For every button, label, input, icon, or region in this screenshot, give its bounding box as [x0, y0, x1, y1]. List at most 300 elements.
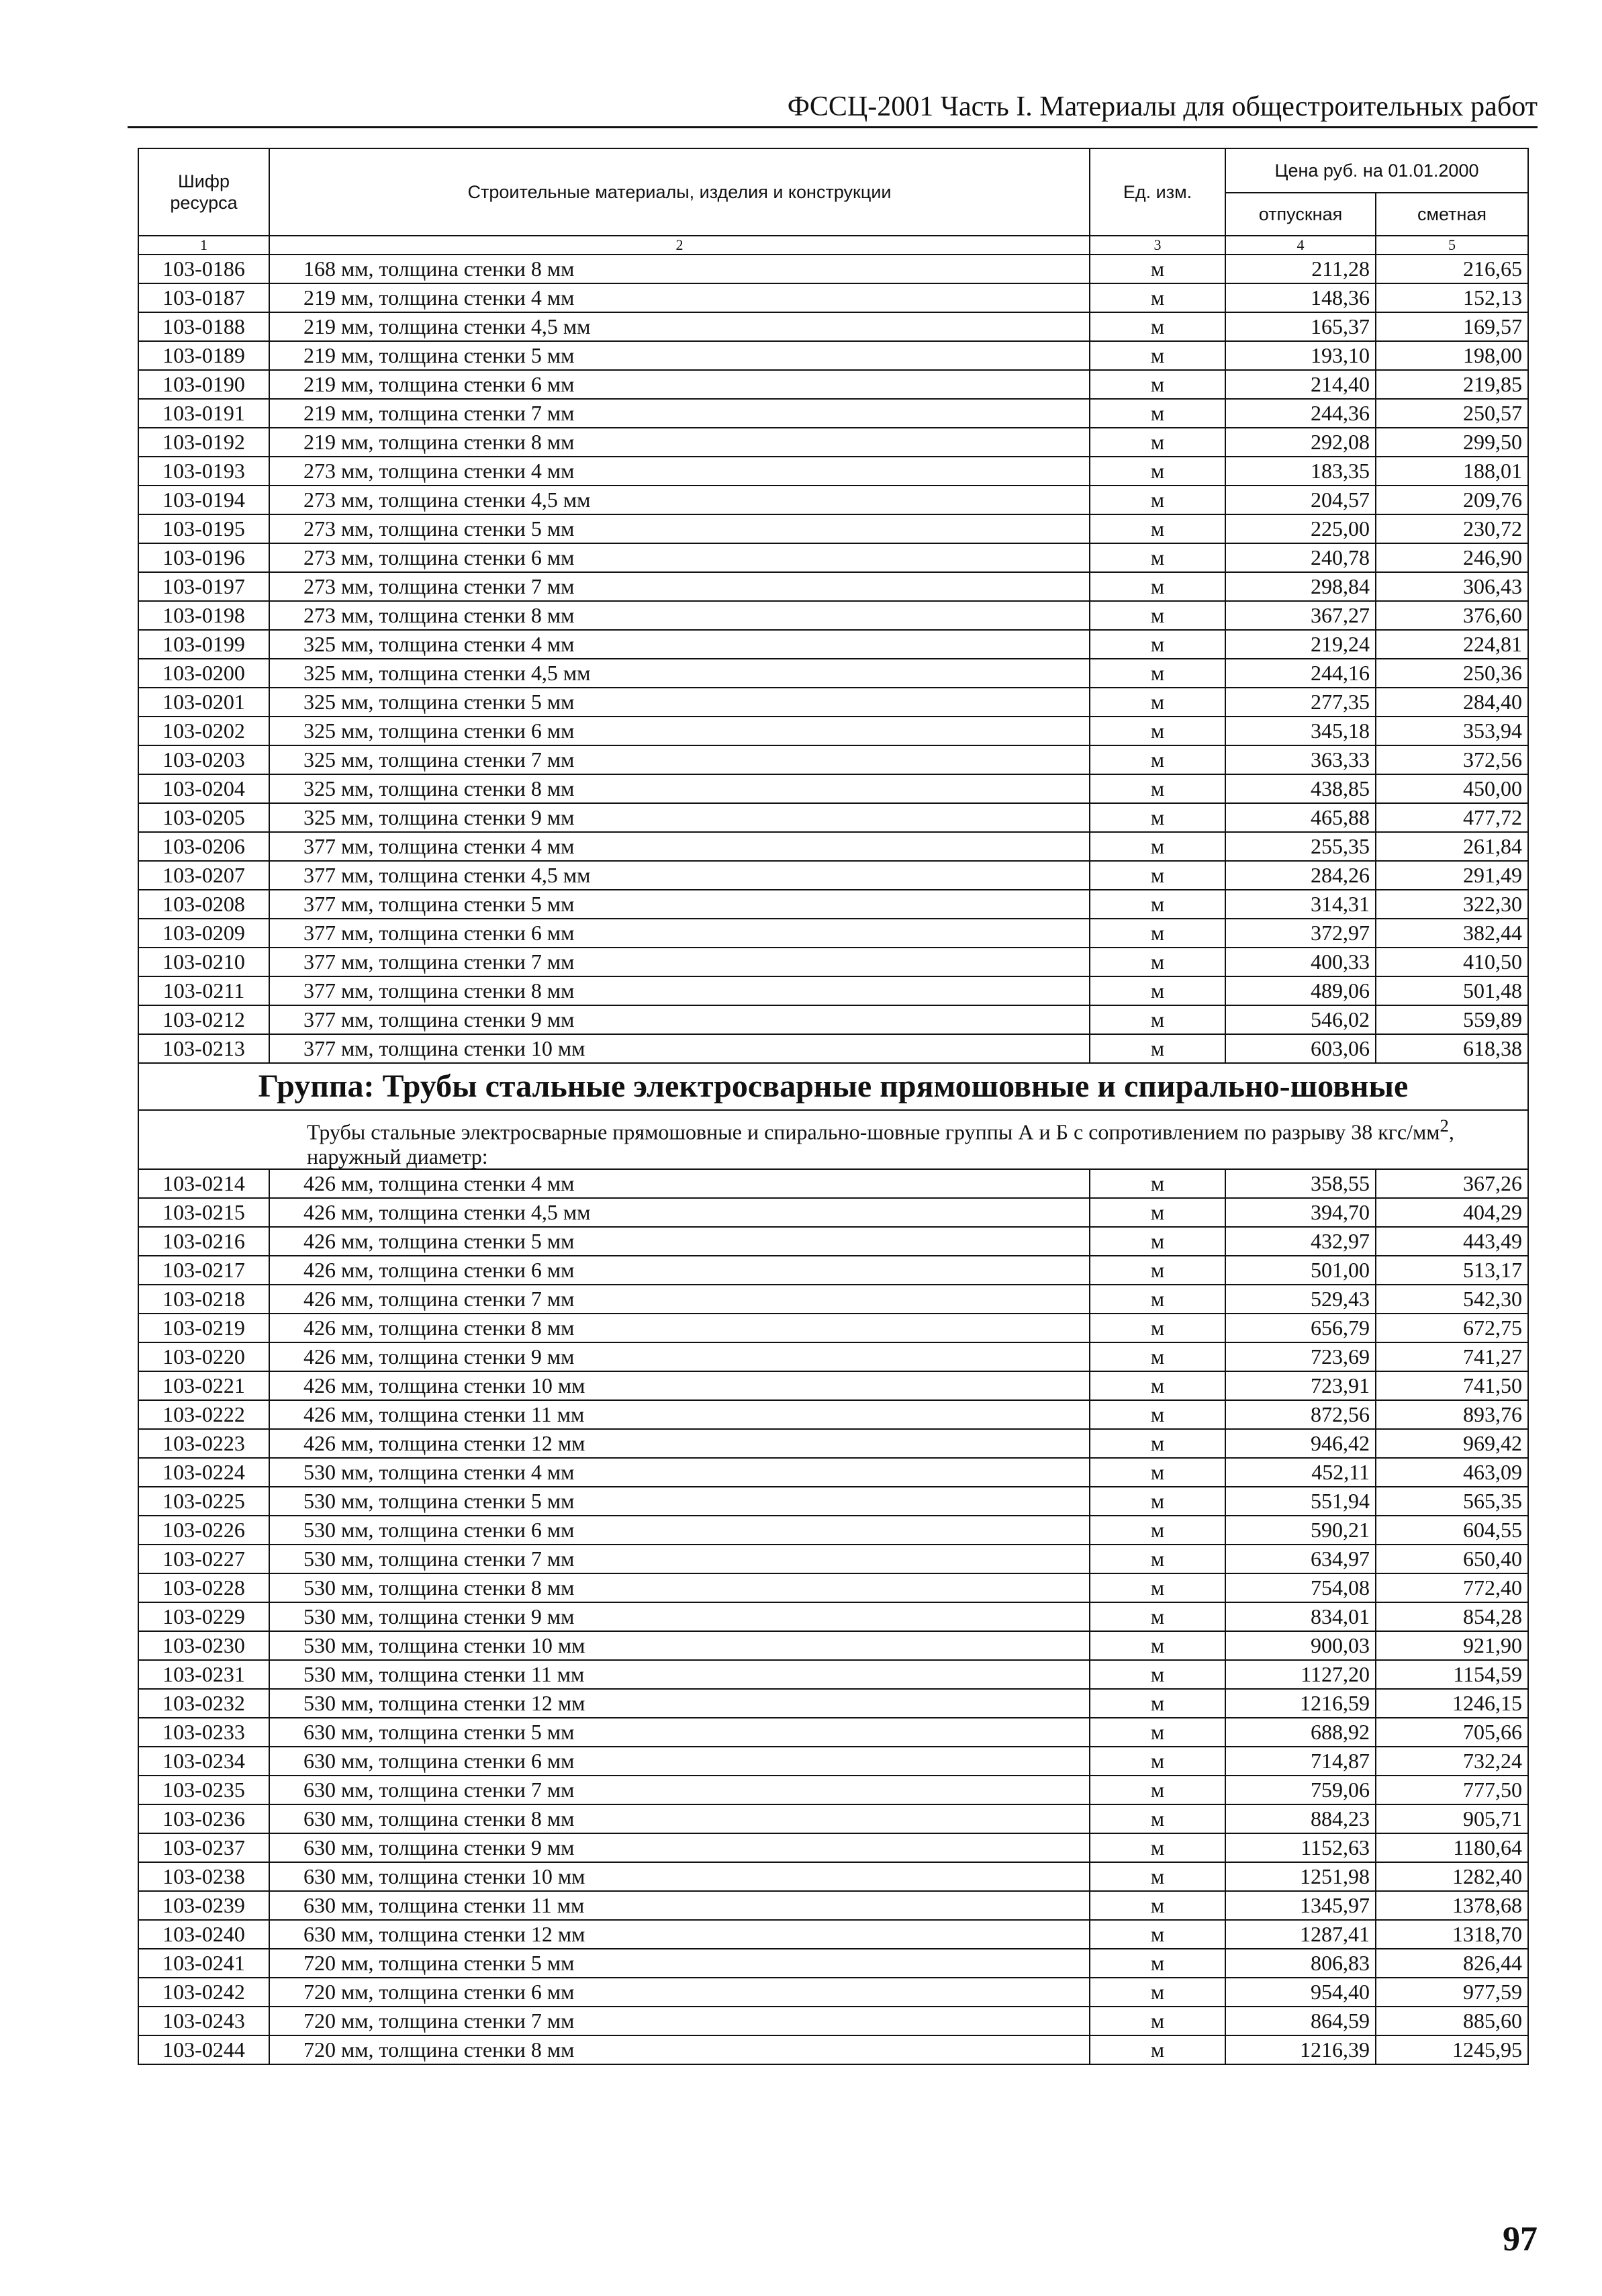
table-row [138, 1169, 1528, 1198]
estimate-price-cell: 705,66 [1376, 1718, 1528, 1747]
resource-code-cell: 103-0201 [138, 688, 269, 717]
resource-code-cell: 103-0222 [138, 1400, 269, 1429]
unit-cell: м [1090, 1833, 1225, 1862]
unit-cell: м [1090, 2007, 1225, 2035]
release-price-cell: 900,03 [1225, 1631, 1376, 1660]
material-name-cell: 273 мм, толщина стенки 4,5 мм [269, 486, 1090, 514]
material-name-cell: 168 мм, толщина стенки 8 мм [269, 255, 1090, 283]
estimate-price-cell: 169,57 [1376, 312, 1528, 341]
material-name-cell: 377 мм, толщина стенки 9 мм [269, 1005, 1090, 1034]
material-name-cell: 630 мм, толщина стенки 11 мм [269, 1891, 1090, 1920]
resource-code-cell: 103-0204 [138, 774, 269, 803]
resource-code-cell: 103-0206 [138, 832, 269, 861]
unit-cell: м [1090, 1949, 1225, 1978]
table-row [138, 1718, 1528, 1747]
estimate-price-cell: 261,84 [1376, 832, 1528, 861]
estimate-price-cell: 224,81 [1376, 630, 1528, 659]
table-row [138, 1371, 1528, 1400]
unit-cell: м [1090, 688, 1225, 717]
table-row [138, 457, 1528, 486]
material-name-cell: 630 мм, толщина стенки 6 мм [269, 1747, 1090, 1776]
resource-code-cell: 103-0234 [138, 1747, 269, 1776]
table-row [138, 659, 1528, 688]
table-row [138, 2007, 1528, 2035]
resource-code-cell: 103-0224 [138, 1458, 269, 1487]
release-price-cell: 754,08 [1225, 1573, 1376, 1602]
resource-code-cell: 103-0187 [138, 283, 269, 312]
unit-cell: м [1090, 1545, 1225, 1573]
unit-cell: м [1090, 1169, 1225, 1198]
material-name-cell: 377 мм, толщина стенки 6 мм [269, 919, 1090, 948]
estimate-price-cell: 893,76 [1376, 1400, 1528, 1429]
resource-code-cell: 103-0220 [138, 1342, 269, 1371]
table-row [138, 1314, 1528, 1342]
unit-cell: м [1090, 399, 1225, 428]
material-name-cell: 426 мм, толщина стенки 4,5 мм [269, 1198, 1090, 1227]
release-price-cell: 1127,20 [1225, 1660, 1376, 1689]
resource-code-cell: 103-0200 [138, 659, 269, 688]
release-price-cell: 148,36 [1225, 283, 1376, 312]
material-name-cell: 630 мм, толщина стенки 10 мм [269, 1862, 1090, 1891]
table-row [138, 1198, 1528, 1227]
unit-cell: м [1090, 1034, 1225, 1063]
estimate-price-cell: 618,38 [1376, 1034, 1528, 1063]
material-name-cell: 273 мм, толщина стенки 4 мм [269, 457, 1090, 486]
estimate-price-cell: 826,44 [1376, 1949, 1528, 1978]
material-name-cell: 530 мм, толщина стенки 11 мм [269, 1660, 1090, 1689]
estimate-price-cell: 219,85 [1376, 370, 1528, 399]
estimate-price-cell: 246,90 [1376, 543, 1528, 572]
table-row [138, 1602, 1528, 1631]
table-row [138, 514, 1528, 543]
table-row [138, 341, 1528, 370]
release-price-cell: 372,97 [1225, 919, 1376, 948]
release-price-cell: 634,97 [1225, 1545, 1376, 1573]
price-table [138, 148, 1529, 2065]
table-row [138, 572, 1528, 601]
column-number: 3 [1090, 236, 1225, 255]
unit-cell: м [1090, 1978, 1225, 2007]
unit-cell: м [1090, 312, 1225, 341]
estimate-price-cell: 604,55 [1376, 1516, 1528, 1545]
estimate-price-cell: 741,50 [1376, 1371, 1528, 1400]
resource-code-cell: 103-0203 [138, 745, 269, 774]
resource-code-cell: 103-0213 [138, 1034, 269, 1063]
unit-cell: м [1090, 2035, 1225, 2064]
unit-cell: м [1090, 1005, 1225, 1034]
unit-cell: м [1090, 861, 1225, 890]
material-name-cell: 426 мм, толщина стенки 5 мм [269, 1227, 1090, 1256]
release-price-cell: 452,11 [1225, 1458, 1376, 1487]
rows-after-group [138, 1169, 1528, 2064]
release-price-cell: 529,43 [1225, 1285, 1376, 1314]
estimate-price-cell: 977,59 [1376, 1978, 1528, 2007]
estimate-price-cell: 404,29 [1376, 1198, 1528, 1227]
release-price-cell: 284,26 [1225, 861, 1376, 890]
unit-cell: м [1090, 890, 1225, 919]
release-price-cell: 345,18 [1225, 717, 1376, 745]
resource-code-cell: 103-0188 [138, 312, 269, 341]
release-price-cell: 394,70 [1225, 1198, 1376, 1227]
header-name: Строительные материалы, изделия и конструкции [269, 148, 1090, 236]
resource-code-cell: 103-0241 [138, 1949, 269, 1978]
release-price-cell: 603,06 [1225, 1034, 1376, 1063]
group-description-text: Трубы стальные электросварные прямошовные и спирально-шовные группы А и Б с сопротивлением по разрыву 38 кгс/мм [307, 1119, 1440, 1144]
release-price-cell: 314,31 [1225, 890, 1376, 919]
unit-cell: м [1090, 1314, 1225, 1342]
column-number: 5 [1376, 236, 1528, 255]
release-price-cell: 1345,97 [1225, 1891, 1376, 1920]
material-name-cell: 530 мм, толщина стенки 9 мм [269, 1602, 1090, 1631]
estimate-price-cell: 230,72 [1376, 514, 1528, 543]
resource-code-cell: 103-0197 [138, 572, 269, 601]
table-row [138, 774, 1528, 803]
material-name-cell: 426 мм, толщина стенки 4 мм [269, 1169, 1090, 1198]
material-name-cell: 426 мм, толщина стенки 9 мм [269, 1342, 1090, 1371]
rows-before-group [138, 255, 1528, 1063]
release-price-cell: 240,78 [1225, 543, 1376, 572]
table-row [138, 283, 1528, 312]
release-price-cell: 864,59 [1225, 2007, 1376, 2035]
resource-code-cell: 103-0244 [138, 2035, 269, 2064]
estimate-price-cell: 559,89 [1376, 1005, 1528, 1034]
resource-code-cell: 103-0243 [138, 2007, 269, 2035]
resource-code-cell: 103-0190 [138, 370, 269, 399]
table-row [138, 832, 1528, 861]
estimate-price-cell: 777,50 [1376, 1776, 1528, 1804]
release-price-cell: 590,21 [1225, 1516, 1376, 1545]
release-price-cell: 489,06 [1225, 976, 1376, 1005]
unit-cell: м [1090, 630, 1225, 659]
resource-code-cell: 103-0192 [138, 428, 269, 457]
release-price-cell: 211,28 [1225, 255, 1376, 283]
table-row [138, 2035, 1528, 2064]
unit-cell: м [1090, 1487, 1225, 1516]
unit-cell: м [1090, 1920, 1225, 1949]
table-row [138, 1573, 1528, 1602]
resource-code-cell: 103-0236 [138, 1804, 269, 1833]
unit-cell: м [1090, 255, 1225, 283]
material-name-cell: 325 мм, толщина стенки 7 мм [269, 745, 1090, 774]
release-price-cell: 358,55 [1225, 1169, 1376, 1198]
unit-cell: м [1090, 514, 1225, 543]
estimate-price-cell: 216,65 [1376, 255, 1528, 283]
material-name-cell: 273 мм, толщина стенки 6 мм [269, 543, 1090, 572]
header-code: Шифр ресурса [138, 148, 269, 236]
material-name-cell: 219 мм, толщина стенки 4 мм [269, 283, 1090, 312]
resource-code-cell: 103-0240 [138, 1920, 269, 1949]
table-row [138, 1978, 1528, 2007]
unit-cell: м [1090, 659, 1225, 688]
release-price-cell: 367,27 [1225, 601, 1376, 630]
estimate-price-cell: 741,27 [1376, 1342, 1528, 1371]
unit-cell: м [1090, 1631, 1225, 1660]
estimate-price-cell: 299,50 [1376, 428, 1528, 457]
release-price-cell: 225,00 [1225, 514, 1376, 543]
material-name-cell: 325 мм, толщина стенки 8 мм [269, 774, 1090, 803]
release-price-cell: 363,33 [1225, 745, 1376, 774]
unit-cell: м [1090, 1718, 1225, 1747]
release-price-cell: 204,57 [1225, 486, 1376, 514]
estimate-price-cell: 672,75 [1376, 1314, 1528, 1342]
material-name-cell: 530 мм, толщина стенки 10 мм [269, 1631, 1090, 1660]
estimate-price-cell: 1246,15 [1376, 1689, 1528, 1718]
unit-cell: м [1090, 717, 1225, 745]
table-row [138, 890, 1528, 919]
header-estimate-price: сметная [1376, 193, 1528, 236]
column-number: 2 [269, 236, 1090, 255]
material-name-cell: 530 мм, толщина стенки 6 мм [269, 1516, 1090, 1545]
table-row [138, 745, 1528, 774]
release-price-cell: 465,88 [1225, 803, 1376, 832]
unit-cell: м [1090, 1776, 1225, 1804]
unit-cell: м [1090, 283, 1225, 312]
release-price-cell: 244,16 [1225, 659, 1376, 688]
table-row [138, 486, 1528, 514]
material-name-cell: 325 мм, толщина стенки 4 мм [269, 630, 1090, 659]
estimate-price-cell: 382,44 [1376, 919, 1528, 948]
material-name-cell: 325 мм, толщина стенки 9 мм [269, 803, 1090, 832]
release-price-cell: 277,35 [1225, 688, 1376, 717]
unit-cell: м [1090, 1285, 1225, 1314]
material-name-cell: 273 мм, толщина стенки 7 мм [269, 572, 1090, 601]
resource-code-cell: 103-0210 [138, 948, 269, 976]
table-row [138, 1833, 1528, 1862]
table-row [138, 1429, 1528, 1458]
release-price-cell: 954,40 [1225, 1978, 1376, 2007]
release-price-cell: 688,92 [1225, 1718, 1376, 1747]
resource-code-cell: 103-0229 [138, 1602, 269, 1631]
release-price-cell: 834,01 [1225, 1602, 1376, 1631]
unit-cell: м [1090, 832, 1225, 861]
estimate-price-cell: 513,17 [1376, 1256, 1528, 1285]
unit-cell: м [1090, 1747, 1225, 1776]
release-price-cell: 255,35 [1225, 832, 1376, 861]
resource-code-cell: 103-0216 [138, 1227, 269, 1256]
estimate-price-cell: 565,35 [1376, 1487, 1528, 1516]
estimate-price-cell: 443,49 [1376, 1227, 1528, 1256]
unit-cell: м [1090, 919, 1225, 948]
material-name-cell: 377 мм, толщина стенки 5 мм [269, 890, 1090, 919]
estimate-price-cell: 209,76 [1376, 486, 1528, 514]
estimate-price-cell: 353,94 [1376, 717, 1528, 745]
resource-code-cell: 103-0227 [138, 1545, 269, 1573]
header-release-price: отпускная [1225, 193, 1376, 236]
estimate-price-cell: 284,40 [1376, 688, 1528, 717]
resource-code-cell: 103-0215 [138, 1198, 269, 1227]
page-number: 97 [1503, 2220, 1538, 2258]
table-row [138, 861, 1528, 890]
table-row [138, 1660, 1528, 1689]
table-row [138, 1689, 1528, 1718]
unit-cell: м [1090, 1862, 1225, 1891]
release-price-cell: 214,40 [1225, 370, 1376, 399]
header-price: Цена руб. на 01.01.2000 [1225, 148, 1528, 193]
estimate-price-cell: 450,00 [1376, 774, 1528, 803]
unit-cell: м [1090, 428, 1225, 457]
column-number: 4 [1225, 236, 1376, 255]
unit-cell: м [1090, 601, 1225, 630]
material-name-cell: 219 мм, толщина стенки 7 мм [269, 399, 1090, 428]
estimate-price-cell: 1282,40 [1376, 1862, 1528, 1891]
estimate-price-cell: 1245,95 [1376, 2035, 1528, 2064]
material-name-cell: 426 мм, толщина стенки 6 мм [269, 1256, 1090, 1285]
resource-code-cell: 103-0242 [138, 1978, 269, 2007]
resource-code-cell: 103-0202 [138, 717, 269, 745]
release-price-cell: 656,79 [1225, 1314, 1376, 1342]
release-price-cell: 759,06 [1225, 1776, 1376, 1804]
estimate-price-cell: 1154,59 [1376, 1660, 1528, 1689]
material-name-cell: 630 мм, толщина стенки 8 мм [269, 1804, 1090, 1833]
group-description-tail: , наружный диаметр: [307, 1119, 1454, 1168]
unit-cell: м [1090, 543, 1225, 572]
estimate-price-cell: 921,90 [1376, 1631, 1528, 1660]
resource-code-cell: 103-0239 [138, 1891, 269, 1920]
release-price-cell: 546,02 [1225, 1005, 1376, 1034]
estimate-price-cell: 322,30 [1376, 890, 1528, 919]
estimate-price-cell: 376,60 [1376, 601, 1528, 630]
unit-cell: м [1090, 1400, 1225, 1429]
resource-code-cell: 103-0194 [138, 486, 269, 514]
release-price-cell: 1287,41 [1225, 1920, 1376, 1949]
material-name-cell: 219 мм, толщина стенки 4,5 мм [269, 312, 1090, 341]
group-section [138, 1063, 1528, 1169]
unit-cell: м [1090, 1458, 1225, 1487]
resource-code-cell: 103-0232 [138, 1689, 269, 1718]
release-price-cell: 219,24 [1225, 630, 1376, 659]
table-row [138, 1458, 1528, 1487]
resource-code-cell: 103-0191 [138, 399, 269, 428]
material-name-cell: 377 мм, толщина стенки 7 мм [269, 948, 1090, 976]
table-row [138, 1920, 1528, 1949]
table-row [138, 428, 1528, 457]
table-row [138, 1516, 1528, 1545]
page-header-title: ФССЦ-2001 Часть I. Материалы для общестроительных работ [128, 89, 1538, 128]
material-name-cell: 530 мм, толщина стенки 12 мм [269, 1689, 1090, 1718]
release-price-cell: 714,87 [1225, 1747, 1376, 1776]
release-price-cell: 298,84 [1225, 572, 1376, 601]
resource-code-cell: 103-0189 [138, 341, 269, 370]
material-name-cell: 630 мм, толщина стенки 9 мм [269, 1833, 1090, 1862]
material-name-cell: 325 мм, толщина стенки 5 мм [269, 688, 1090, 717]
material-name-cell: 530 мм, толщина стенки 8 мм [269, 1573, 1090, 1602]
release-price-cell: 723,69 [1225, 1342, 1376, 1371]
material-name-cell: 530 мм, толщина стенки 4 мм [269, 1458, 1090, 1487]
estimate-price-cell: 1180,64 [1376, 1833, 1528, 1862]
group-description-superscript: 2 [1440, 1115, 1449, 1136]
material-name-cell: 219 мм, толщина стенки 5 мм [269, 341, 1090, 370]
resource-code-cell: 103-0205 [138, 803, 269, 832]
resource-code-cell: 103-0186 [138, 255, 269, 283]
estimate-price-cell: 250,57 [1376, 399, 1528, 428]
unit-cell: м [1090, 1371, 1225, 1400]
estimate-price-cell: 291,49 [1376, 861, 1528, 890]
unit-cell: м [1090, 486, 1225, 514]
material-name-cell: 273 мм, толщина стенки 5 мм [269, 514, 1090, 543]
resource-code-cell: 103-0207 [138, 861, 269, 890]
estimate-price-cell: 1318,70 [1376, 1920, 1528, 1949]
resource-code-cell: 103-0196 [138, 543, 269, 572]
unit-cell: м [1090, 745, 1225, 774]
table-row [138, 255, 1528, 283]
material-name-cell: 377 мм, толщина стенки 4,5 мм [269, 861, 1090, 890]
release-price-cell: 806,83 [1225, 1949, 1376, 1978]
resource-code-cell: 103-0231 [138, 1660, 269, 1689]
material-name-cell: 530 мм, толщина стенки 7 мм [269, 1545, 1090, 1573]
resource-code-cell: 103-0198 [138, 601, 269, 630]
release-price-cell: 723,91 [1225, 1371, 1376, 1400]
estimate-price-cell: 152,13 [1376, 283, 1528, 312]
release-price-cell: 884,23 [1225, 1804, 1376, 1833]
estimate-price-cell: 367,26 [1376, 1169, 1528, 1198]
unit-cell: м [1090, 341, 1225, 370]
table-row [138, 1545, 1528, 1573]
estimate-price-cell: 650,40 [1376, 1545, 1528, 1573]
estimate-price-cell: 969,42 [1376, 1429, 1528, 1458]
material-name-cell: 630 мм, толщина стенки 7 мм [269, 1776, 1090, 1804]
table-row [138, 1804, 1528, 1833]
material-name-cell: 325 мм, толщина стенки 4,5 мм [269, 659, 1090, 688]
release-price-cell: 183,35 [1225, 457, 1376, 486]
table-row [138, 1400, 1528, 1429]
release-price-cell: 872,56 [1225, 1400, 1376, 1429]
table-row [138, 1034, 1528, 1063]
unit-cell: м [1090, 948, 1225, 976]
resource-code-cell: 103-0233 [138, 1718, 269, 1747]
estimate-price-cell: 772,40 [1376, 1573, 1528, 1602]
resource-code-cell: 103-0238 [138, 1862, 269, 1891]
release-price-cell: 501,00 [1225, 1256, 1376, 1285]
resource-code-cell: 103-0195 [138, 514, 269, 543]
unit-cell: м [1090, 1602, 1225, 1631]
material-name-cell: 720 мм, толщина стенки 6 мм [269, 1978, 1090, 2007]
release-price-cell: 1216,39 [1225, 2035, 1376, 2064]
estimate-price-cell: 250,36 [1376, 659, 1528, 688]
table-row [138, 1487, 1528, 1516]
material-name-cell: 377 мм, толщина стенки 4 мм [269, 832, 1090, 861]
release-price-cell: 438,85 [1225, 774, 1376, 803]
unit-cell: м [1090, 1256, 1225, 1285]
release-price-cell: 551,94 [1225, 1487, 1376, 1516]
table-row [138, 1227, 1528, 1256]
unit-cell: м [1090, 572, 1225, 601]
release-price-cell: 1216,59 [1225, 1689, 1376, 1718]
table-row [138, 543, 1528, 572]
resource-code-cell: 103-0226 [138, 1516, 269, 1545]
table-row [138, 948, 1528, 976]
unit-cell: м [1090, 774, 1225, 803]
release-price-cell: 400,33 [1225, 948, 1376, 976]
estimate-price-cell: 372,56 [1376, 745, 1528, 774]
unit-cell: м [1090, 976, 1225, 1005]
column-number: 1 [138, 236, 269, 255]
header-unit: Ед. изм. [1090, 148, 1225, 236]
table-row [138, 1891, 1528, 1920]
table-row [138, 919, 1528, 948]
table-row [138, 1342, 1528, 1371]
unit-cell: м [1090, 1429, 1225, 1458]
estimate-price-cell: 410,50 [1376, 948, 1528, 976]
material-name-cell: 273 мм, толщина стенки 8 мм [269, 601, 1090, 630]
table-row [138, 1285, 1528, 1314]
resource-code-cell: 103-0228 [138, 1573, 269, 1602]
table-row [138, 312, 1528, 341]
unit-cell: м [1090, 1804, 1225, 1833]
material-name-cell: 426 мм, толщина стенки 12 мм [269, 1429, 1090, 1458]
table-row [138, 1776, 1528, 1804]
unit-cell: м [1090, 1227, 1225, 1256]
table-row [138, 630, 1528, 659]
